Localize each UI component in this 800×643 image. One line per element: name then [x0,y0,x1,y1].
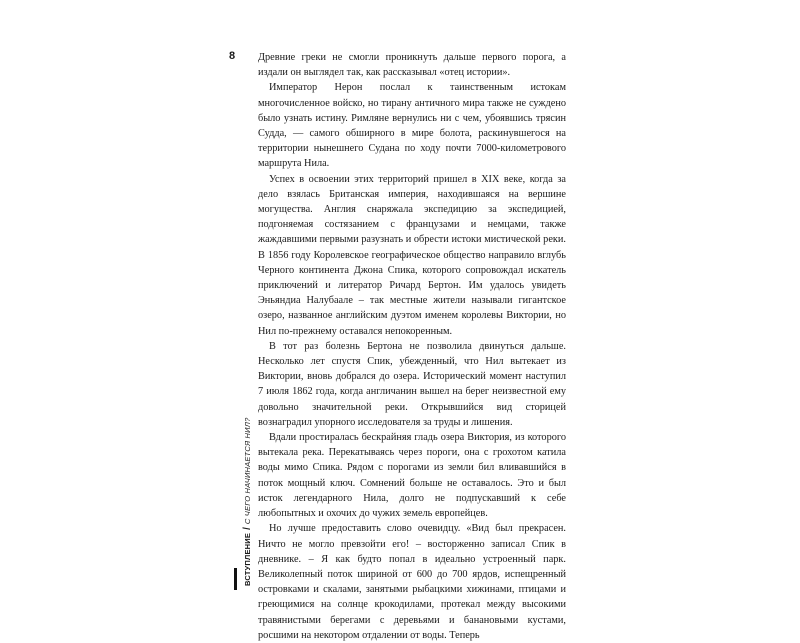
body-text [258,50,566,643]
running-head-section: ВСТУПЛЕНИЕ [243,532,252,586]
running-head [243,418,252,586]
running-head-rule [234,568,237,590]
paragraph: Но лучше предоставить слово очевидцу. «Вид был прекрасен. Ничто не могло превзойти его! – восторженно записал Спик в дневнике. – Я как будто попал в идеально устроенный парк. Великолепный поток шириной от 600 до 700 ярдов, испещренный островками и скалами, занятыми рыбацкими хижинами, птицами и греющимися на солнце крокодилами, протекал между высокими травянистыми берегами с деревьями и банановыми кустами, росшими на некотором отдалении от воды. Теперь [258,523,566,641]
paragraph: Император Нерон послал к таинственным истокам многочисленное войско, но тирану античного мира также не суждено было узнать истину. Римляне вернулись ни с чем, убоявшись трясин Судда, — самого обширного в мире болота, раскинувшегося на территории нынешнего Судана по ходу почти 7000-километрового маршрута Нила. [258,82,566,170]
paragraph: В тот раз болезнь Бертона не позволила двинуться дальше. Несколько лет спустя Спик, убежденный, что Нил вытекает из Виктории, вновь добрался до озера. Исторический момент наступил 7 июля 1862 года, когда англичанин вышел на берег неизвестной ему довольно значительной реки. Открывшийся вид сторицей вознаградил упорного исследователя за труды и лишения. [258,340,566,428]
page-number: 8 [229,50,236,62]
running-head-chapter: С ЧЕГО НАЧИНАЕТСЯ НИЛ? [243,417,252,525]
paragraph: Вдали простиралась бескрайняя гладь озера Виктория, из которого вытекала река. Перекатываясь через пороги, она с грохотом катила воды мимо Спика. Рядом с порогами из земли бил вливавшийся в поток мощный ключ. Сомнений больше не оставалось. Это и был исток легендарного Нила, долго не подпускавший к себе любопытных и охочих до чужих земель европейцев. [258,432,566,520]
paragraph: Древние греки не смогли проникнуть дальше первого порога, а издали он выглядел так, как рассказывал «отец истории». [258,52,566,79]
running-head-separator: / [242,527,253,530]
paragraph: Успех в освоении этих территорий пришел в XIX веке, когда за дело взялась Британская империя, находившаяся на вершине могущества. Англия снаряжала экспедицию за экспедицией, подгоняемая состязанием с французами и немцами, также жаждавшими первыми разузнать и обрести истоки мистической реки. В 1856 году Королевское географическое общество направило вглубь Черного континента Джона Спика, которого сопровождал искатель приключений и литератор Ричард Бертон. Им удалось увидеть Эньяндиа Налубаале – так местные жители называли гигантское озеро, названное английским дуэтом именем королевы Виктории, но Нил по-прежнему оставался непокоренным. [258,173,566,337]
